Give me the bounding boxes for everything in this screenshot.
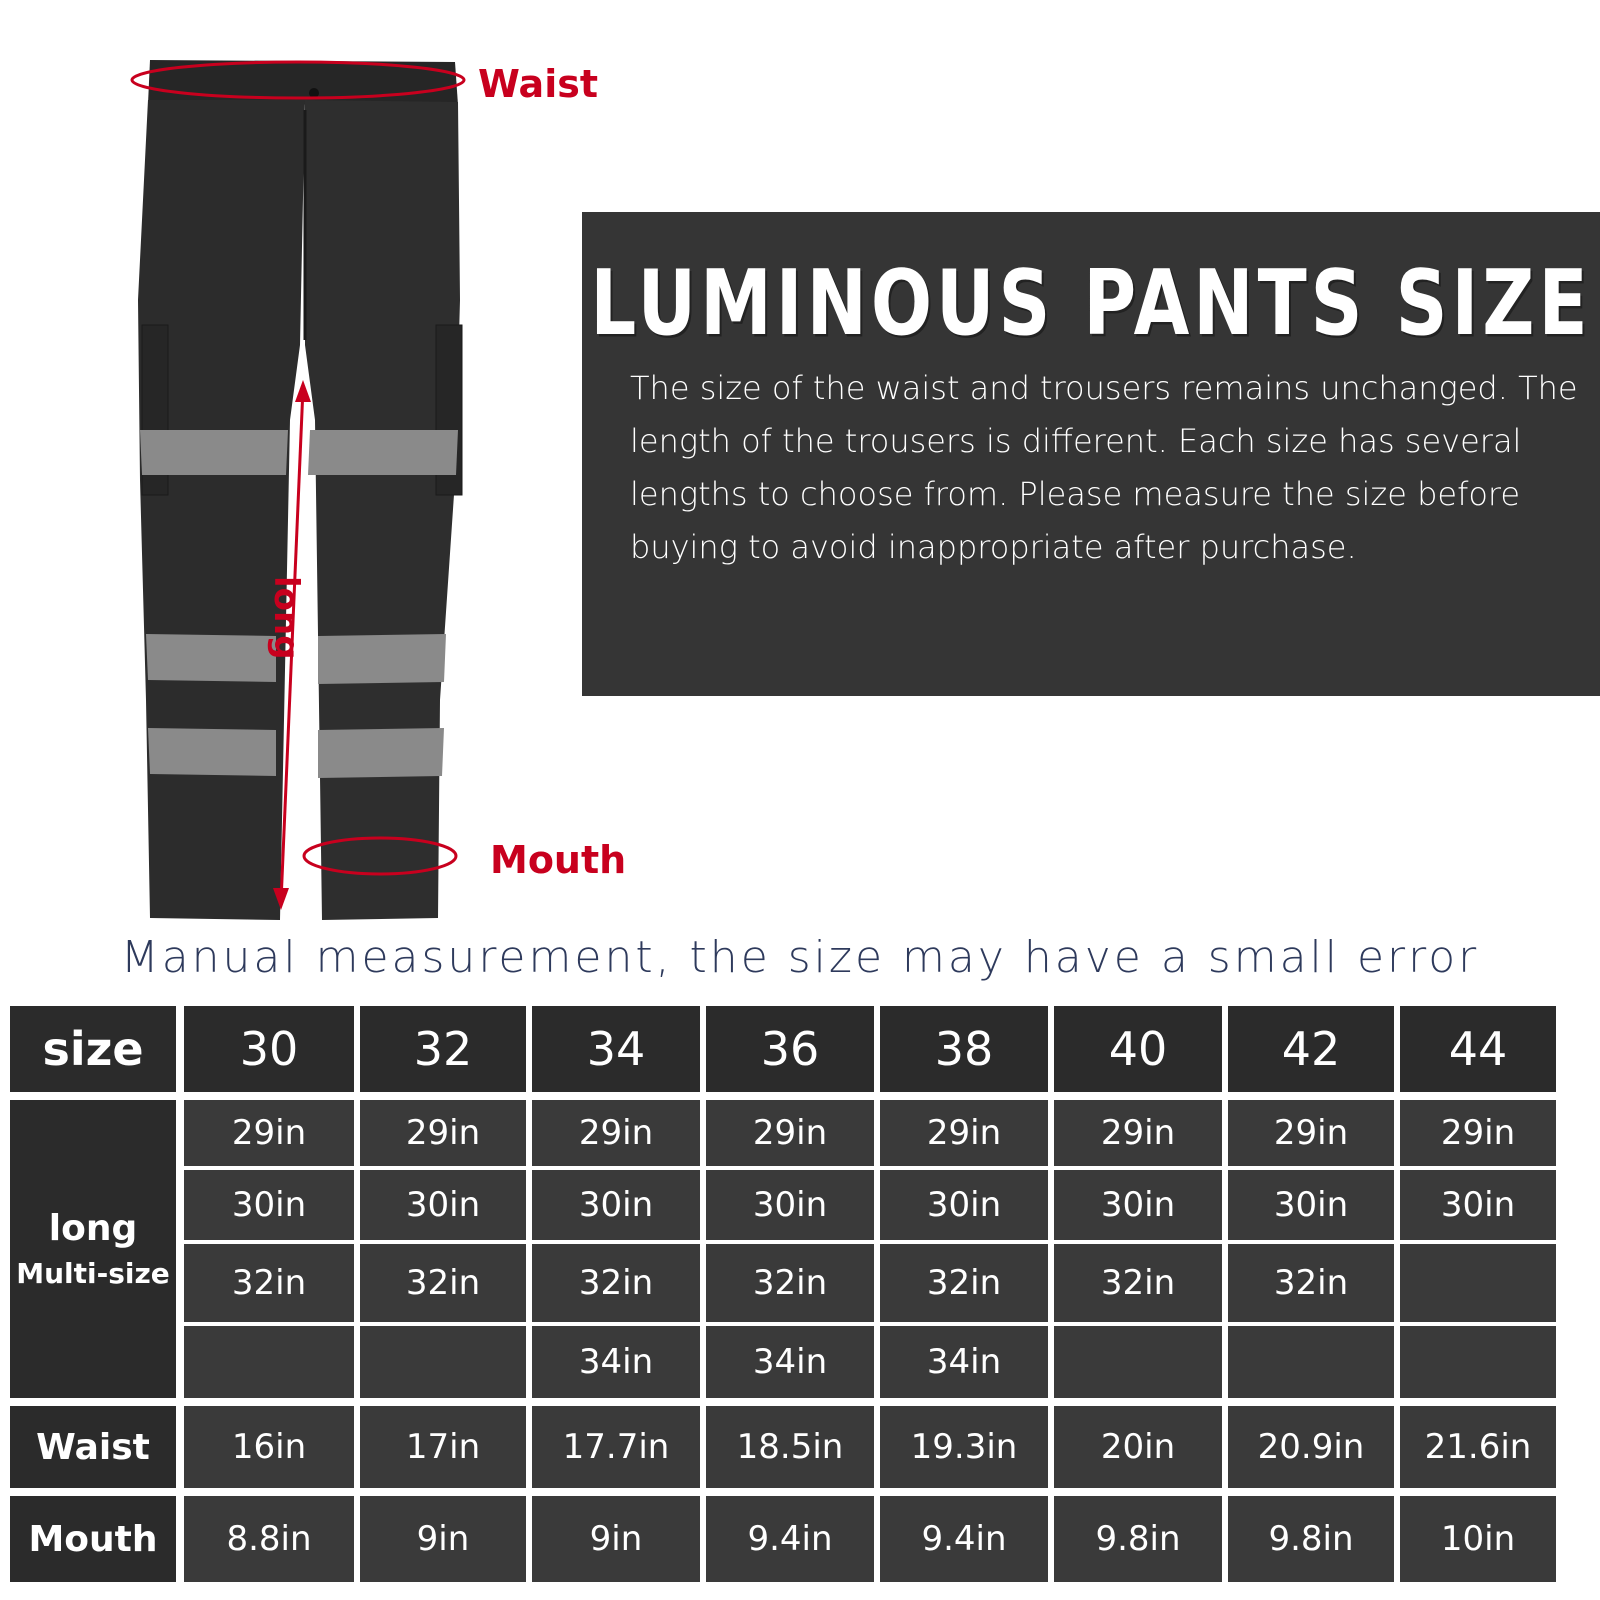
size-header-38: 38 — [880, 1006, 1048, 1092]
long-cell: 29in — [532, 1100, 700, 1166]
mouth-cell: 8.8in — [184, 1496, 354, 1582]
long-cell: 30in — [1228, 1170, 1394, 1240]
mouth-row-label: Mouth — [10, 1496, 176, 1582]
waist-cell: 16in — [184, 1406, 354, 1488]
pants-illustration — [0, 0, 640, 940]
mouth-cell: 9.4in — [706, 1496, 874, 1582]
long-cell: 29in — [1228, 1100, 1394, 1166]
reflective-band — [148, 728, 276, 776]
waist-row-label: Waist — [10, 1406, 176, 1488]
size-header-30: 30 — [184, 1006, 354, 1092]
reflective-band — [140, 430, 288, 475]
reflective-band — [318, 634, 446, 684]
long-cell — [1054, 1326, 1222, 1398]
long-cell: 30in — [706, 1170, 874, 1240]
long-cell: 32in — [706, 1244, 874, 1322]
long-cell: 32in — [1054, 1244, 1222, 1322]
long-cell: 34in — [532, 1326, 700, 1398]
long-cell: 30in — [184, 1170, 354, 1240]
long-cell — [1400, 1244, 1556, 1322]
size-header-42: 42 — [1228, 1006, 1394, 1092]
long-cell — [360, 1326, 526, 1398]
long-cell: 32in — [532, 1244, 700, 1322]
reflective-band — [308, 430, 458, 475]
waist-cell: 20in — [1054, 1406, 1222, 1488]
long-cell: 30in — [360, 1170, 526, 1240]
long-sublabel-text: Multi-size — [16, 1257, 170, 1290]
mouth-cell: 9.8in — [1054, 1496, 1222, 1582]
long-cell: 29in — [184, 1100, 354, 1166]
mouth-cell: 10in — [1400, 1496, 1556, 1582]
long-callout: long — [266, 576, 306, 660]
long-cell: 32in — [360, 1244, 526, 1322]
long-cell: 30in — [1400, 1170, 1556, 1240]
long-cell: 29in — [360, 1100, 526, 1166]
size-header-34: 34 — [532, 1006, 700, 1092]
waist-cell: 17in — [360, 1406, 526, 1488]
long-cell: 32in — [1228, 1244, 1394, 1322]
size-header-32: 32 — [360, 1006, 526, 1092]
long-cell: 34in — [706, 1326, 874, 1398]
size-header-44: 44 — [1400, 1006, 1556, 1092]
length-arrow-head-top — [295, 380, 311, 402]
long-cell — [1400, 1326, 1556, 1398]
mouth-callout: Mouth — [490, 838, 627, 882]
waist-cell: 20.9in — [1228, 1406, 1394, 1488]
mouth-cell: 9.4in — [880, 1496, 1048, 1582]
mouth-cell: 9.8in — [1228, 1496, 1394, 1582]
long-cell — [1228, 1326, 1394, 1398]
long-cell: 30in — [532, 1170, 700, 1240]
measurement-note: Manual measurement, the size may have a small error — [120, 932, 1480, 983]
long-label-text: long — [48, 1208, 138, 1249]
long-cell: 29in — [880, 1100, 1048, 1166]
long-cell: 29in — [1054, 1100, 1222, 1166]
info-panel — [582, 212, 1600, 696]
waist-cell: 21.6in — [1400, 1406, 1556, 1488]
mouth-cell: 9in — [532, 1496, 700, 1582]
reflective-band — [146, 634, 276, 682]
long-cell: 30in — [880, 1170, 1048, 1240]
waist-cell: 17.7in — [532, 1406, 700, 1488]
long-cell: 29in — [1400, 1100, 1556, 1166]
pants-figure — [0, 0, 640, 940]
waist-callout: Waist — [478, 62, 599, 106]
reflective-band — [318, 728, 444, 778]
size-header-36: 36 — [706, 1006, 874, 1092]
long-cell: 32in — [184, 1244, 354, 1322]
mouth-cell: 9in — [360, 1496, 526, 1582]
waist-cell: 19.3in — [880, 1406, 1048, 1488]
long-row-label — [10, 1100, 176, 1398]
waist-cell: 18.5in — [706, 1406, 874, 1488]
size-header-40: 40 — [1054, 1006, 1222, 1092]
long-cell: 32in — [880, 1244, 1048, 1322]
size-header-label: size — [10, 1006, 176, 1092]
long-cell: 34in — [880, 1326, 1048, 1398]
info-description: The size of the waist and trousers remains unchanged. The length of the trousers is different. Each size has several lengths to choose from. Please measure the size before buying to avoid inappropriate after purchase. — [630, 369, 1578, 566]
long-cell: 30in — [1054, 1170, 1222, 1240]
info-title: LUMINOUS PANTS SIZE — [590, 250, 1592, 355]
long-cell — [184, 1326, 354, 1398]
long-cell: 29in — [706, 1100, 874, 1166]
